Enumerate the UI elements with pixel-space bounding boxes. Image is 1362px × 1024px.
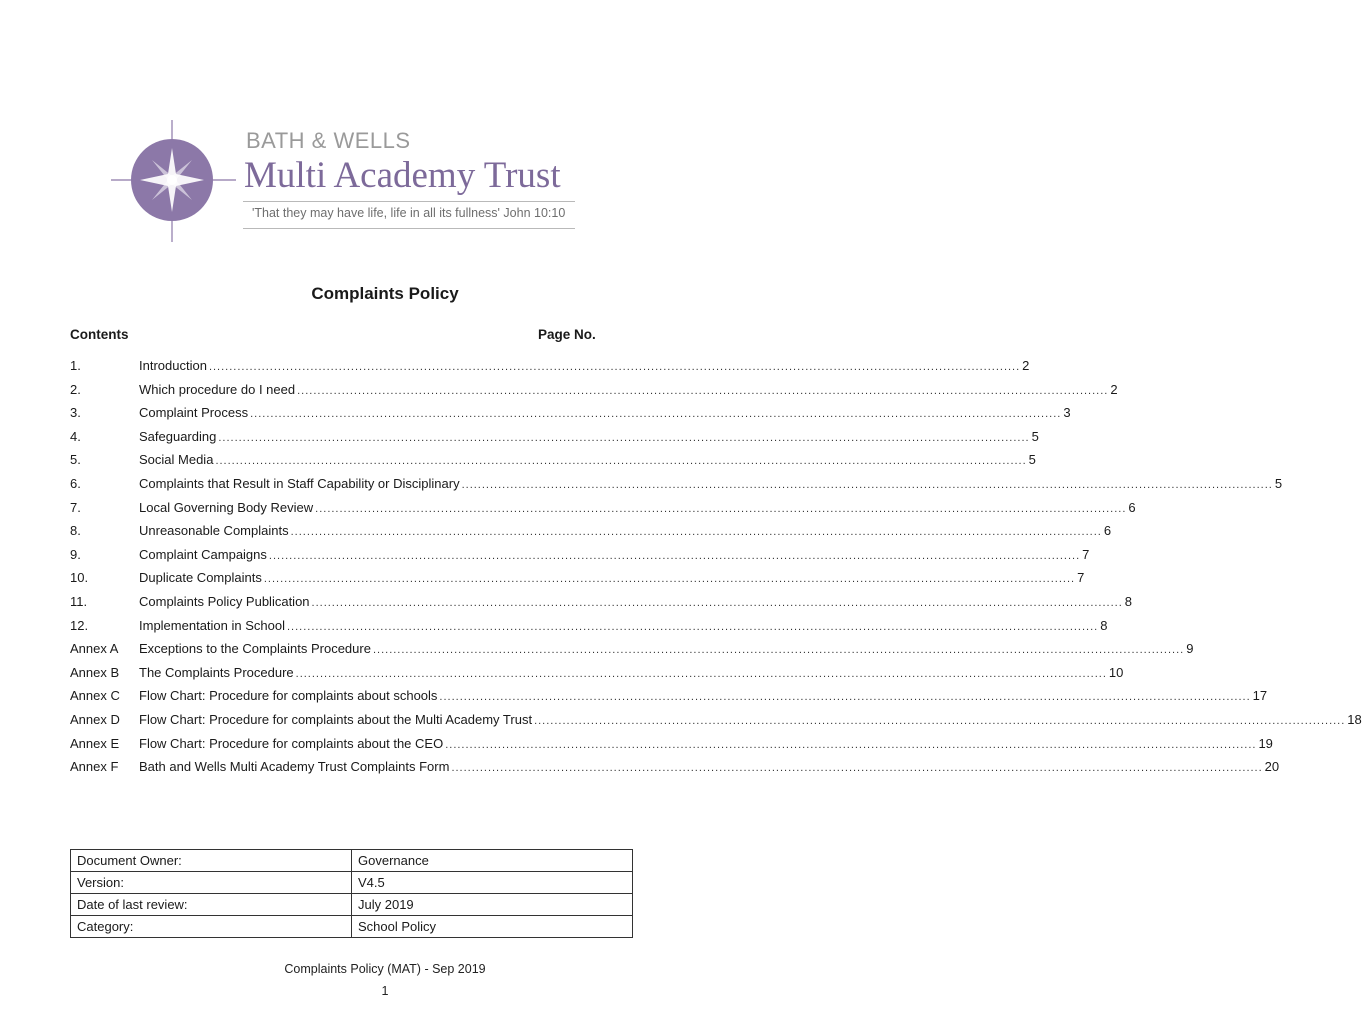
document-info-row <box>71 850 633 872</box>
toc-entry-page: 6 <box>1128 499 1136 515</box>
page-no-heading: Page No. <box>538 327 596 342</box>
toc-entry-number: 6. <box>70 475 81 491</box>
toc-entry-title: Flow Chart: Procedure for complaints about the Multi Academy Trust <box>139 711 533 727</box>
toc-leader-dots: ........................................................................................................................................................................................................ <box>439 691 1251 704</box>
toc-leader-dots: ........................................................................................................................................................................................................ <box>451 762 1263 775</box>
document-info-value: School Policy <box>352 916 633 938</box>
document-info-row <box>71 872 633 894</box>
document-info-value: Governance <box>352 850 633 872</box>
toc-entry[interactable] <box>70 546 1090 570</box>
toc-entry-page: 20 <box>1264 759 1280 775</box>
toc-entry[interactable] <box>70 711 1362 735</box>
logo-tagline: 'That they may have life, life in all its fullness' John 10:10 <box>252 206 566 220</box>
toc-leader-dots: ........................................................................................................................................................................................................ <box>215 455 1027 468</box>
document-info-value: V4.5 <box>352 872 633 894</box>
table-of-contents <box>70 357 1362 782</box>
toc-entry[interactable] <box>70 404 1071 428</box>
document-info-label: Category: <box>71 916 352 938</box>
toc-entry-page: 7 <box>1082 546 1090 562</box>
toc-entry-title: Local Governing Body Review <box>139 499 314 515</box>
document-info-label: Document Owner: <box>71 850 352 872</box>
toc-entry-page: 19 <box>1258 735 1273 751</box>
toc-entry-page: 18 <box>1347 711 1362 727</box>
toc-leader-dots: ........................................................................................................................................................................................................ <box>315 502 1127 515</box>
toc-leader-dots: ........................................................................................................................................................................................................ <box>297 384 1109 397</box>
document-info-table <box>70 849 633 938</box>
trust-logo <box>108 118 588 248</box>
toc-entry[interactable] <box>70 569 1085 593</box>
document-info-label: Date of last review: <box>71 894 352 916</box>
org-line2: Multi Academy Trust <box>244 155 561 196</box>
toc-entry-title: Unreasonable Complaints <box>139 523 289 539</box>
toc-entry-title: Which procedure do I need <box>139 381 296 397</box>
toc-entry[interactable] <box>70 451 1036 475</box>
toc-entry-number: Annex E <box>70 735 120 751</box>
toc-entry-page: 5 <box>1274 475 1283 491</box>
toc-entry-page: 2 <box>1110 381 1118 397</box>
toc-leader-dots: ........................................................................................................................................................................................................ <box>461 478 1273 491</box>
toc-entry-page: 10 <box>1108 664 1124 680</box>
toc-entry-page: 17 <box>1252 688 1268 704</box>
toc-entry-title: Complaint Process <box>139 405 249 421</box>
toc-entry[interactable] <box>70 664 1124 688</box>
org-line1: BATH & WELLS <box>246 128 411 153</box>
toc-entry-title: Safeguarding <box>139 428 217 444</box>
toc-entry-number: 10. <box>70 570 89 586</box>
toc-entry-title: Complaints Policy Publication <box>139 593 310 609</box>
toc-entry-number: 12. <box>70 617 89 633</box>
toc-entry-page: 5 <box>1028 452 1036 468</box>
toc-entry-title: Social Media <box>139 452 214 468</box>
toc-entry-number: 11. <box>70 593 88 609</box>
toc-entry[interactable] <box>70 357 1030 381</box>
toc-leader-dots: ........................................................................................................................................................................................................ <box>372 644 1185 657</box>
toc-entry-number: Annex F <box>70 759 119 775</box>
toc-entry[interactable] <box>70 499 1136 523</box>
toc-entry-title: Exceptions to the Complaints Procedure <box>139 641 371 657</box>
page-title: Complaints Policy <box>311 284 459 303</box>
toc-entry-number: Annex B <box>70 664 120 680</box>
toc-entry-page: 8 <box>1100 617 1108 633</box>
document-info-value: July 2019 <box>352 894 633 916</box>
toc-leader-dots: ........................................................................................................................................................................................................ <box>263 573 1076 586</box>
toc-entry-number: 7. <box>70 499 81 515</box>
toc-leader-dots: ........................................................................................................................................................................................................ <box>208 361 1021 373</box>
toc-entry-title: Complaint Campaigns <box>139 546 267 562</box>
toc-entry[interactable] <box>70 593 1132 617</box>
toc-entry-number: 9. <box>70 546 81 562</box>
page-number: 1 <box>381 984 389 998</box>
toc-entry-number: Annex D <box>70 711 120 727</box>
document-info-row <box>71 894 633 916</box>
toc-leader-dots: ........................................................................................................................................................................................................ <box>295 667 1107 680</box>
toc-entry-title: Bath and Wells Multi Academy Trust Complaints Form <box>139 759 450 775</box>
toc-entry[interactable] <box>70 640 1194 664</box>
toc-entry-title: Duplicate Complaints <box>139 570 262 586</box>
toc-entry-number: 5. <box>70 452 81 468</box>
toc-entry-title: Implementation in School <box>139 617 285 633</box>
toc-entry-number: 2. <box>70 381 81 397</box>
star-circle-icon <box>108 118 248 248</box>
toc-leader-dots: ........................................................................................................................................................................................................ <box>445 738 1257 751</box>
toc-entry-number: 4. <box>70 428 81 444</box>
toc-entry-page: 9 <box>1186 641 1194 657</box>
toc-leader-dots: ........................................................................................................................................................................................................ <box>268 549 1081 562</box>
toc-leader-dots: ........................................................................................................................................................................................................ <box>250 408 1062 421</box>
toc-entry-title: Flow Chart: Procedure for complaints about schools <box>139 688 438 704</box>
toc-entry-page: 3 <box>1063 405 1071 421</box>
toc-entry[interactable] <box>70 475 1283 499</box>
toc-entry[interactable] <box>70 735 1273 759</box>
toc-entry-number: 3. <box>70 405 81 421</box>
toc-entry-title: Flow Chart: Procedure for complaints about the CEO <box>139 735 444 751</box>
logo-rule-bottom <box>243 228 575 229</box>
toc-entry[interactable] <box>70 617 1108 641</box>
toc-leader-dots: ........................................................................................................................................................................................................ <box>534 714 1346 727</box>
toc-entry-title: Complaints that Result in Staff Capability or Disciplinary <box>139 475 460 491</box>
toc-entry-page: 8 <box>1124 593 1132 609</box>
toc-entry[interactable] <box>70 522 1112 546</box>
toc-leader-dots: ........................................................................................................................................................................................................ <box>218 431 1030 444</box>
footer-text: Complaints Policy (MAT) - Sep 2019 <box>284 962 486 976</box>
toc-entry-number: Annex A <box>70 641 119 657</box>
toc-entry-number: 8. <box>70 523 81 539</box>
contents-heading: Contents <box>70 327 129 342</box>
document-info-label: Version: <box>71 872 352 894</box>
toc-entry[interactable] <box>70 428 1039 452</box>
toc-entry-title: Introduction <box>139 358 207 373</box>
toc-entry-number: Annex C <box>70 688 120 704</box>
toc-entry-page: 7 <box>1077 570 1085 586</box>
toc-leader-dots: ........................................................................................................................................................................................................ <box>311 596 1123 609</box>
toc-entry[interactable] <box>70 687 1268 711</box>
document-info-row <box>71 916 633 938</box>
toc-entry-page: 5 <box>1031 428 1039 444</box>
toc-entry[interactable] <box>70 381 1118 405</box>
toc-entry-title: The Complaints Procedure <box>139 664 294 680</box>
toc-entry-number: 1. <box>70 358 81 373</box>
toc-entry-page: 2 <box>1022 358 1030 373</box>
toc-entry-page: 6 <box>1103 523 1112 539</box>
logo-rule-top <box>243 201 575 202</box>
toc-entry[interactable] <box>70 758 1280 782</box>
toc-leader-dots: ........................................................................................................................................................................................................ <box>286 620 1099 633</box>
toc-leader-dots: ........................................................................................................................................................................................................ <box>290 526 1102 539</box>
